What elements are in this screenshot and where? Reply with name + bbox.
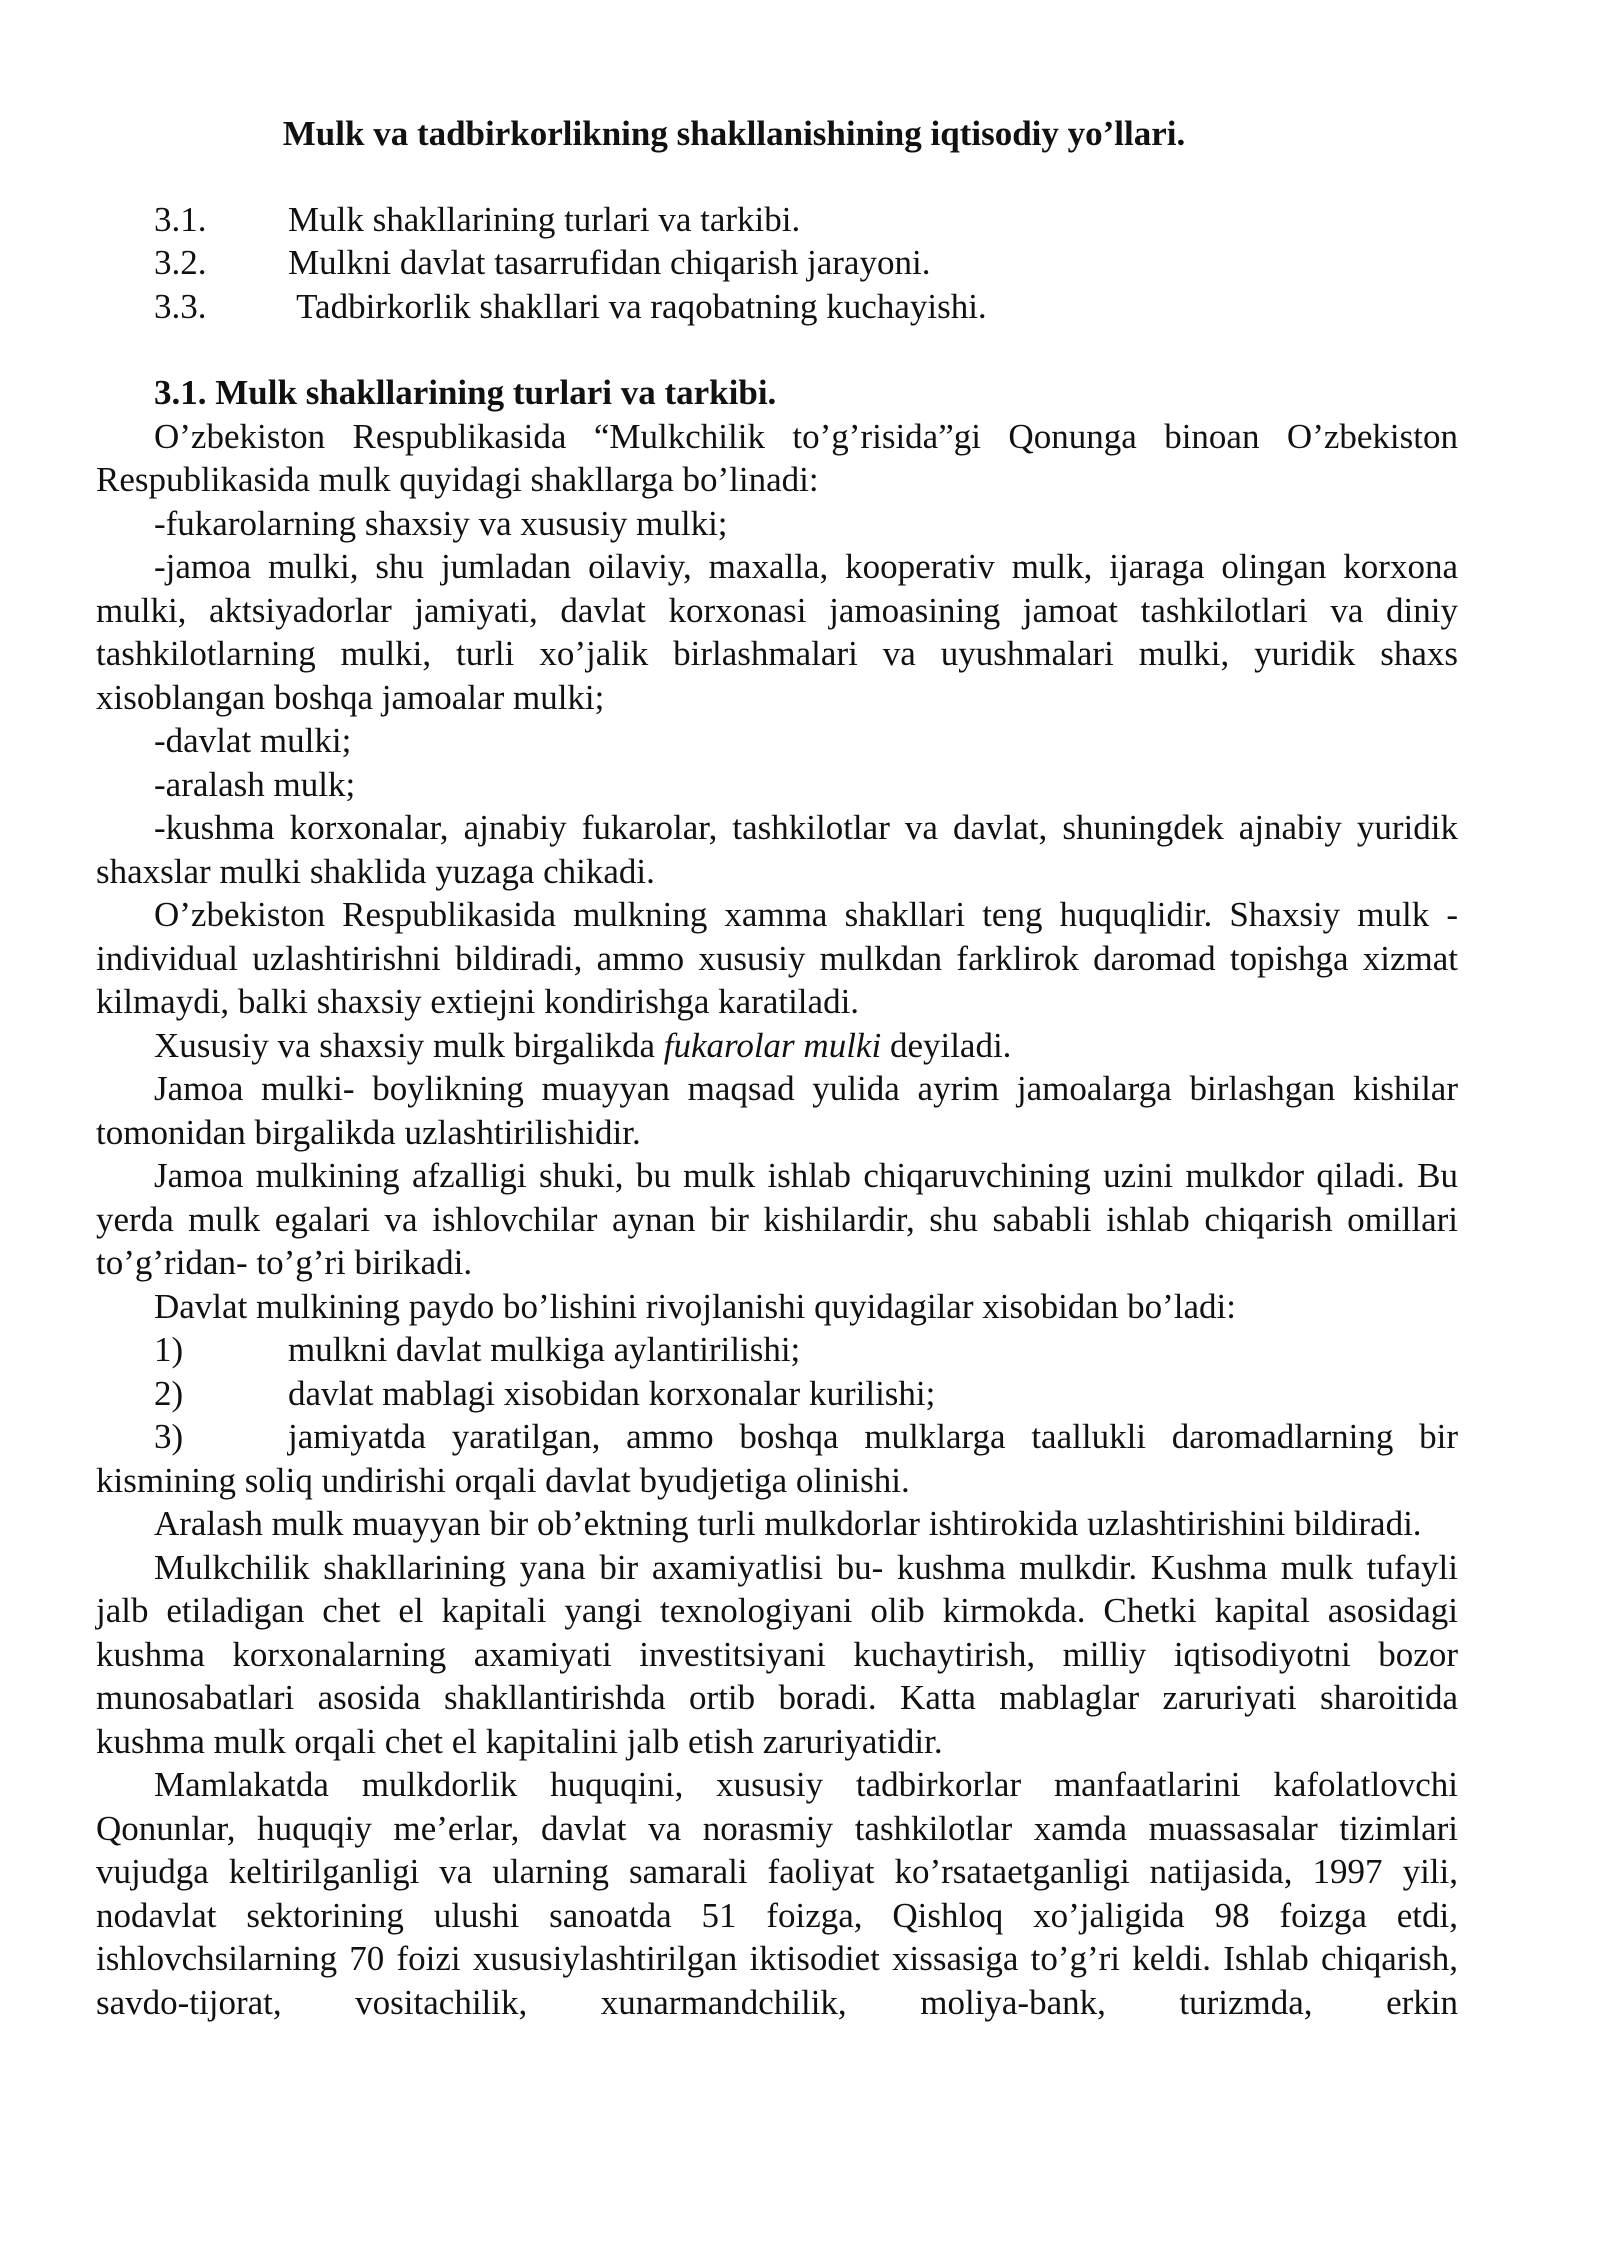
paragraph: -davlat mulki; — [154, 721, 352, 760]
document-title: Mulk va tadbirkorlikning shakllanishining iqtisodiy yo’llari. — [282, 114, 1186, 153]
paragraph: Mamlakatda mulkdorlik huquqini, xususiy tadbirkorlar manfaatlarini kafolatlovchi Qonunlar, huquqiy me’erlar, davlat va norasmiy tashkilotlar xamda muassasalar tizimlari vujudga keltirilganligi va ularning samarali faoliyat ko’rsataetganligi natijasida, 1997 yili, nodavlat sektorining ulushi sanoatda 51 foizga, Qishloq xo’jaligida 98 foizga etdi, ishlovchsilarning 70 foizi xususiylashtirilgan iktisodiet xissasiga to’g’ri keldi. Ishlab chiqarish, savdo-tijorat, vositachilik, xunarmandchilik, moliya-bank, turizmda, erkin — [96, 1765, 1458, 2022]
numbered-item — [96, 1372, 1458, 1416]
numbered-item — [96, 1328, 1458, 1372]
italic-term: fukarolar mulki — [663, 1025, 882, 1065]
item-text: mulkni davlat mulkiga aylantirilishi; — [288, 1330, 801, 1369]
paragraph-text: Xususiy va shaxsiy mulk birgalikda — [154, 1025, 664, 1065]
toc-text: Tadbirkorlik shakllari va raqobatning kuchayishi. — [288, 286, 987, 326]
numbered-item — [96, 1415, 1458, 1502]
paragraph: O’zbekiston Respublikasida “Mulkchilik to’g’risida”gi Qonunga binoan O’zbekiston Respublikasida mulk quyidagi shakllarga bo’linadi: — [96, 416, 1458, 499]
section-heading: 3.1. Mulk shakllarining turlari va tarkibi. — [154, 373, 777, 412]
paragraph-text: deyiladi. — [881, 1025, 1012, 1065]
paragraph: -kushma korxonalar, ajnabiy fukarolar, tashkilotlar va davlat, shuningdek ajnabiy yuridik shaxslar mulki shaklida yuzaga chikadi. — [96, 808, 1458, 891]
paragraph: Jamoa mulkining afzalligi shuki, bu mulk ishlab chiqaruvchining uzini mulkdor qiladi. Bu yerda mulk egalari va ishlovchilar aynan bir kishilardir, shu sababli ishlab chiqarish omillari to’g’ridan- to’g’ri birikadi. — [96, 1156, 1458, 1282]
toc-number: 3.3. — [154, 286, 207, 326]
paragraph: Davlat mulkining paydo bo’lishini rivojlanishi quyidagilar xisobidan bo’ladi: — [154, 1286, 1236, 1326]
toc-number: 3.2. — [154, 243, 207, 282]
paragraph: -jamoa mulki, shu jumladan oilaviy, maxalla, kooperativ mulk, ijaraga olingan korxona mulki, aktsiyadorlar jamiyati, davlat korxonasi jamoasining jamoat tashkilotlari va diniy tashkilotlarning mulki, turli xo’jalik birlashmalari va uyushmalari mulki, yuridik shaxs xisoblangan boshqa jamoalar mulki; — [96, 547, 1458, 717]
item-text: jamiyatda yaratilgan, ammo boshqa mulklarga taallukli daromadlarning bir kismining soliq undirishi orqali davlat byudjetiga olinishi. — [96, 1417, 1458, 1500]
table-of-contents — [96, 198, 1458, 329]
paragraph — [96, 1024, 1458, 1068]
toc-item — [96, 241, 1458, 285]
toc-item — [96, 198, 1458, 242]
paragraph: Aralash mulk muayyan bir ob’ektning turli mulkdorlar ishtirokida uzlashtirishini bildiradi. — [154, 1504, 1422, 1543]
toc-text: Mulk shakllarining turlari va tarkibi. — [288, 199, 801, 239]
paragraph: Jamoa mulki- boylikning muayyan maqsad yulida ayrim jamoalarga birlashgan kishilar tomonidan birgalikda uzlashtirilishidir. — [96, 1069, 1458, 1152]
paragraph: O’zbekiston Respublikasida mulkning xamma shakllari teng huquqlidir. Shaxsiy mulk - individual uzlashtirishni bildiradi, ammo xususiy mulkdan farklirok daromad topishga xizmat kilmaydi, balki shaxsiy extiejni kondirishga karatiladi. — [96, 895, 1458, 1021]
item-number: 1) — [154, 1330, 184, 1369]
paragraph: Mulkchilik shakllarining yana bir axamiyatlisi bu- kushma mulkdir. Kushma mulk tufayli jalb etiladigan chet el kapitali yangi texnologiyani olib kirmokda. Chetki kapital asosidagi kushma korxonalarning axamiyati investitsiyani kuchaytirish, milliy iqtisodiyotni bozor munosabatlari asosida shakllantirishda ortib boradi. Katta mablaglar zaruriyati sharoitida kushma mulk orqali chet el kapitalini jalb etish zaruriyatidir. — [96, 1547, 1458, 1761]
toc-number: 3.1. — [154, 199, 207, 239]
toc-text: Mulkni davlat tasarrufidan chiqarish jarayoni. — [288, 243, 931, 282]
document-page — [96, 112, 1458, 2024]
item-text: davlat mablagi xisobidan korxonalar kurilishi; — [288, 1373, 936, 1413]
toc-item — [96, 285, 1458, 329]
item-number: 3) — [154, 1417, 184, 1456]
paragraph: -aralash mulk; — [154, 764, 356, 804]
item-number: 2) — [154, 1373, 184, 1413]
paragraph: -fukarolarning shaxsiy va xususiy mulki; — [154, 503, 728, 543]
